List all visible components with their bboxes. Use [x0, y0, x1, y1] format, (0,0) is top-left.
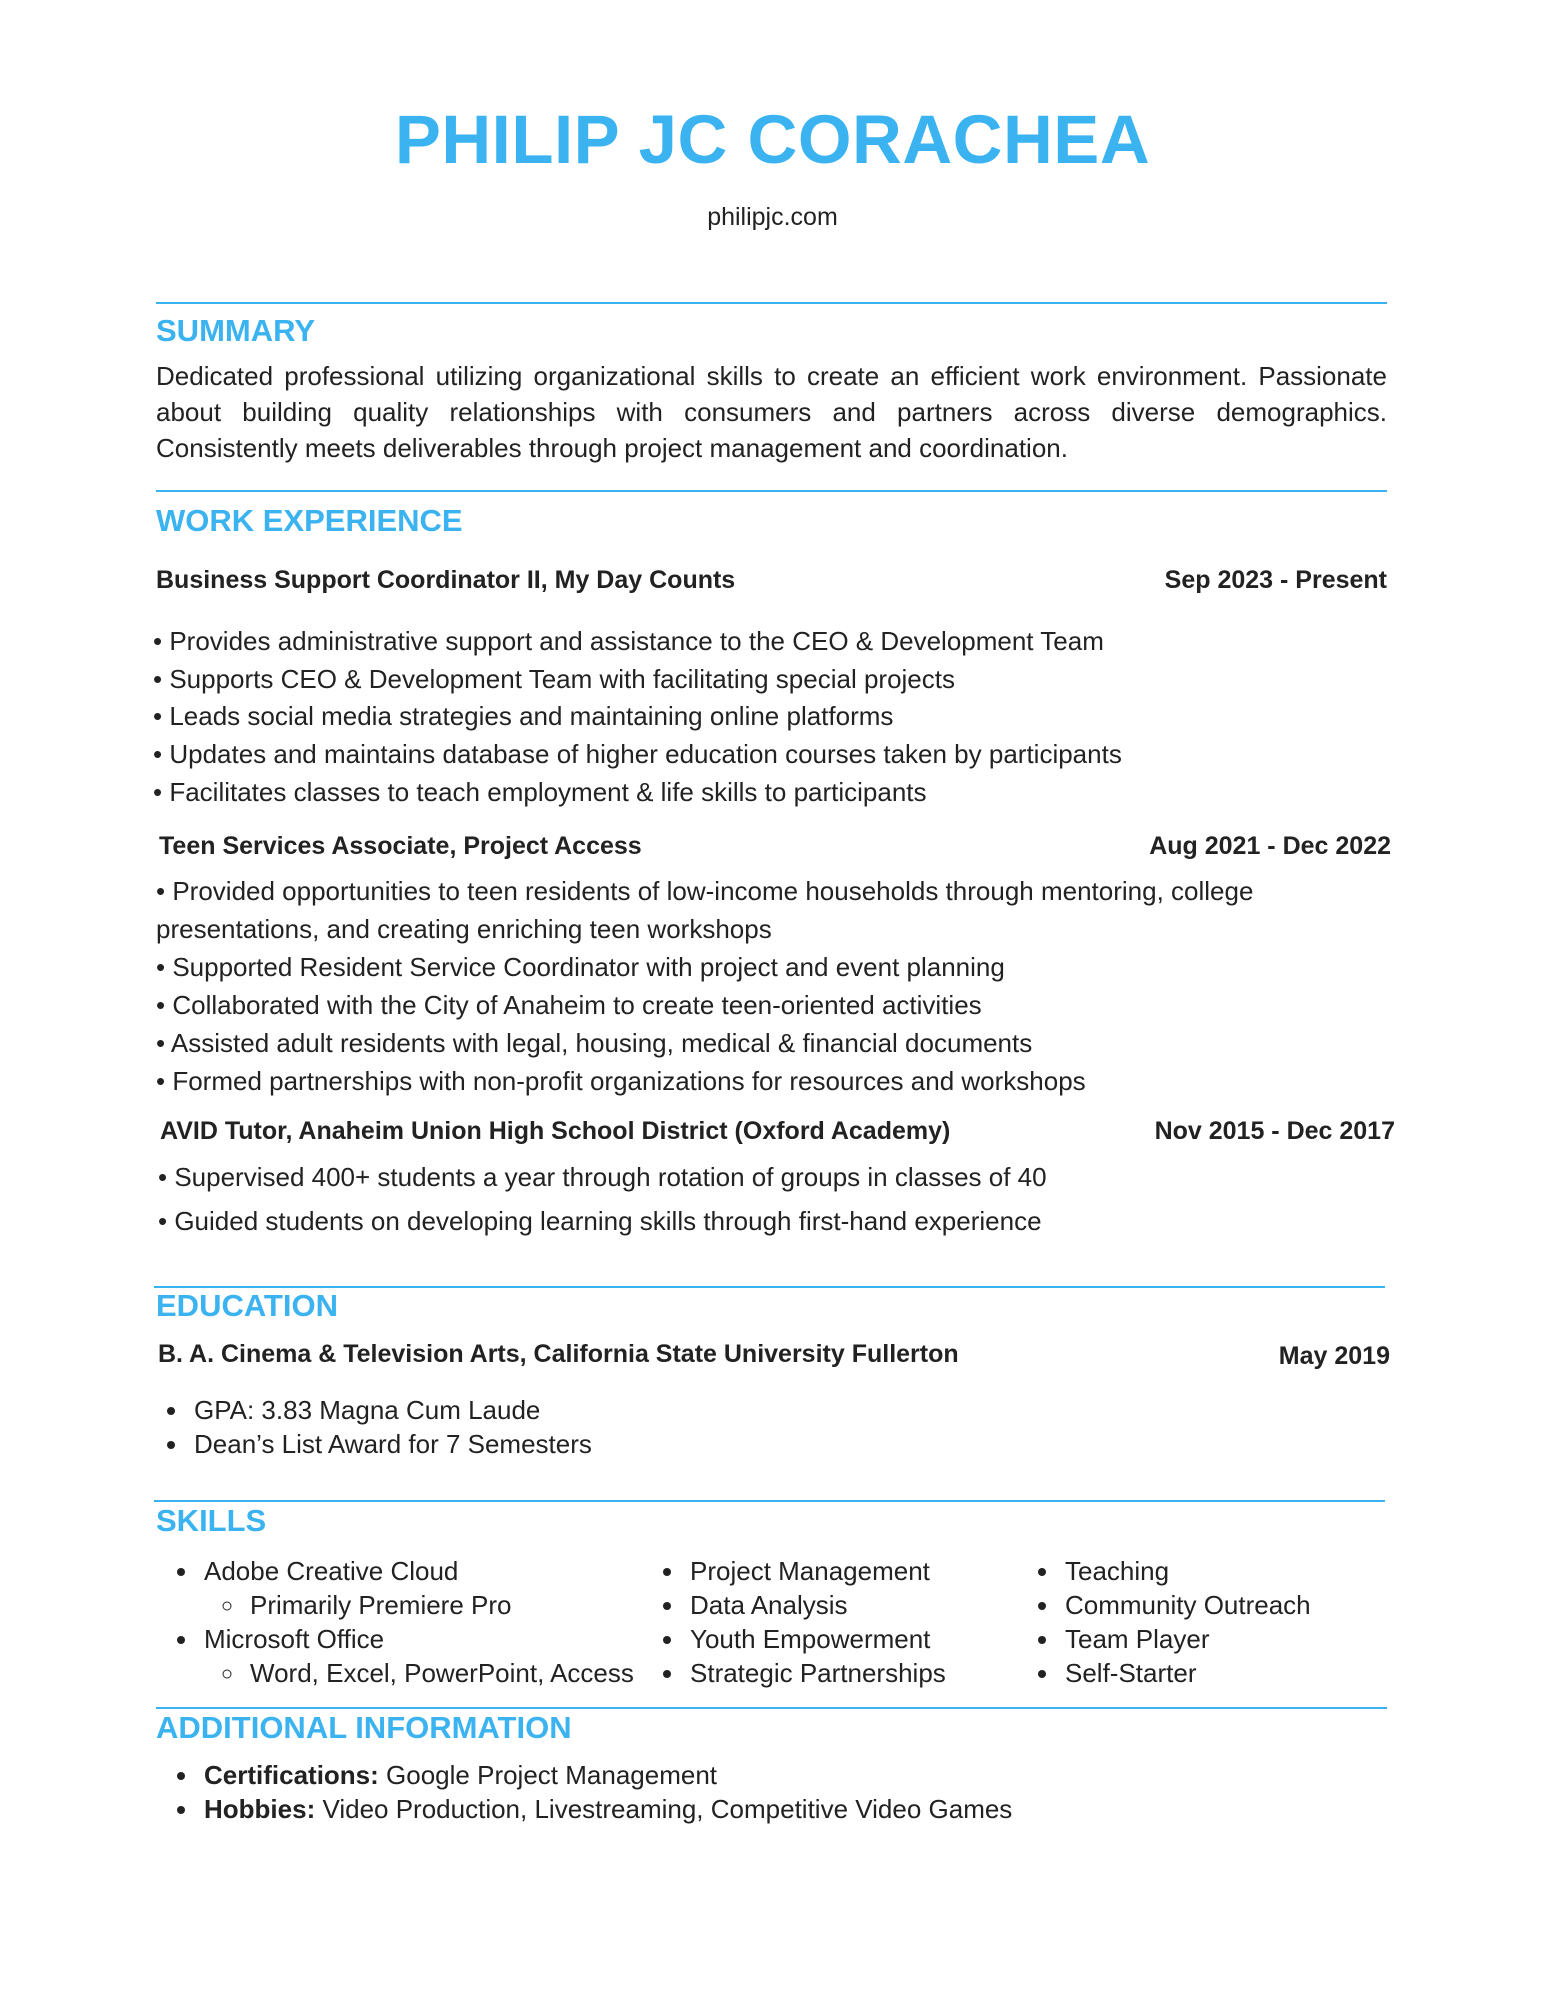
section-divider — [154, 1286, 1385, 1288]
info-value: Video Production, Livestreaming, Competitive Video Games — [315, 1794, 1013, 1824]
job-bullet: • Supports CEO & Development Team with facilitating special projects — [153, 664, 955, 694]
section-divider — [154, 1500, 1385, 1502]
skill-item — [200, 1554, 634, 1622]
job-bullet: • Supported Resident Service Coordinator with project and event planning — [156, 952, 1005, 982]
list-item — [200, 1792, 1012, 1826]
job-dates: Nov 2015 - Dec 2017 — [1154, 1117, 1395, 1145]
section-divider — [156, 1707, 1387, 1709]
skill-item — [200, 1622, 634, 1690]
work-experience-heading: WORK EXPERIENCE — [156, 503, 463, 538]
skill-item: • Teaching — [1061, 1554, 1311, 1588]
skill-item: • Strategic Partnerships — [686, 1656, 946, 1690]
summary-heading: SUMMARY — [156, 313, 316, 348]
job-dates: Sep 2023 - Present — [1164, 566, 1387, 594]
additional-info — [166, 1758, 1012, 1826]
job-dates: Aug 2021 - Dec 2022 — [1149, 832, 1391, 860]
website-link[interactable]: philipjc.com — [707, 203, 838, 231]
skill-subitem: ◦ Primarily Premiere Pro — [246, 1588, 634, 1622]
skill-item: • Project Management — [686, 1554, 946, 1588]
list-item: • Dean’s List Award for 7 Semesters — [190, 1427, 592, 1461]
job-title: Teen Services Associate, Project Access — [159, 832, 642, 860]
list-item — [200, 1758, 1012, 1792]
degree-title: B. A. Cinema & Television Arts, California State University Fullerton — [158, 1340, 959, 1368]
skill-item: • Self-Starter — [1061, 1656, 1311, 1690]
info-label: Hobbies: — [204, 1794, 316, 1824]
section-divider — [156, 490, 1387, 492]
job-bullet: • Facilitates classes to teach employment & life skills to participants — [153, 777, 927, 807]
education-list — [156, 1393, 592, 1461]
job-bullet: • Collaborated with the City of Anaheim to create teen-oriented activities — [156, 990, 982, 1020]
skills-heading: SKILLS — [156, 1503, 267, 1538]
skill-item: • Team Player — [1061, 1622, 1311, 1656]
skill-item: • Youth Empowerment — [686, 1622, 946, 1656]
job-bullet: • Updates and maintains database of higher education courses taken by participants — [153, 739, 1122, 769]
job-title: AVID Tutor, Anaheim Union High School District (Oxford Academy) — [160, 1117, 951, 1145]
skill-label: Adobe Creative Cloud — [204, 1556, 459, 1586]
education-heading: EDUCATION — [156, 1288, 338, 1323]
job-bullet: • Leads social media strategies and maintaining online platforms — [153, 701, 894, 731]
list-item: • GPA: 3.83 Magna Cum Laude — [190, 1393, 592, 1427]
section-divider — [156, 302, 1387, 304]
skills-column-2 — [652, 1554, 946, 1690]
skill-label: Microsoft Office — [204, 1624, 385, 1654]
job-bullet: • Guided students on developing learning skills through first-hand experience — [158, 1206, 1042, 1236]
job-bullet: • Assisted adult residents with legal, housing, medical & financial documents — [156, 1028, 1033, 1058]
education-details — [156, 1393, 592, 1461]
skill-item: • Community Outreach — [1061, 1588, 1311, 1622]
job-title: Business Support Coordinator II, My Day Counts — [156, 566, 736, 594]
job-bullet: • Formed partnerships with non-profit organizations for resources and workshops — [156, 1066, 1086, 1096]
summary-text: Dedicated professional utilizing organizational skills to create an efficient work environment. Passionate about building quality relationships with consumers and partners across diverse demographics. Consistently meets deliverables through project management and coordination. — [156, 361, 1387, 463]
job-bullet: • Provided opportunities to teen residents of low-income households through mentoring, college presentations, and creating enriching teen workshops — [156, 876, 1254, 944]
skill-item: • Data Analysis — [686, 1588, 946, 1622]
skill-subitem: ◦ Word, Excel, PowerPoint, Access — [246, 1656, 634, 1690]
job-bullet: • Supervised 400+ students a year through rotation of groups in classes of 40 — [158, 1162, 1047, 1192]
info-label: Certifications: — [204, 1760, 379, 1790]
skills-column-3 — [1027, 1554, 1311, 1690]
additional-info-heading: ADDITIONAL INFORMATION — [156, 1710, 572, 1745]
candidate-name: PHILIP JC CORACHEA — [394, 101, 1151, 178]
graduation-date: May 2019 — [1278, 1342, 1390, 1370]
info-value: Google Project Management — [378, 1760, 718, 1790]
skills-column-1 — [166, 1554, 634, 1690]
job-bullet: • Provides administrative support and assistance to the CEO & Development Team — [153, 626, 1104, 656]
